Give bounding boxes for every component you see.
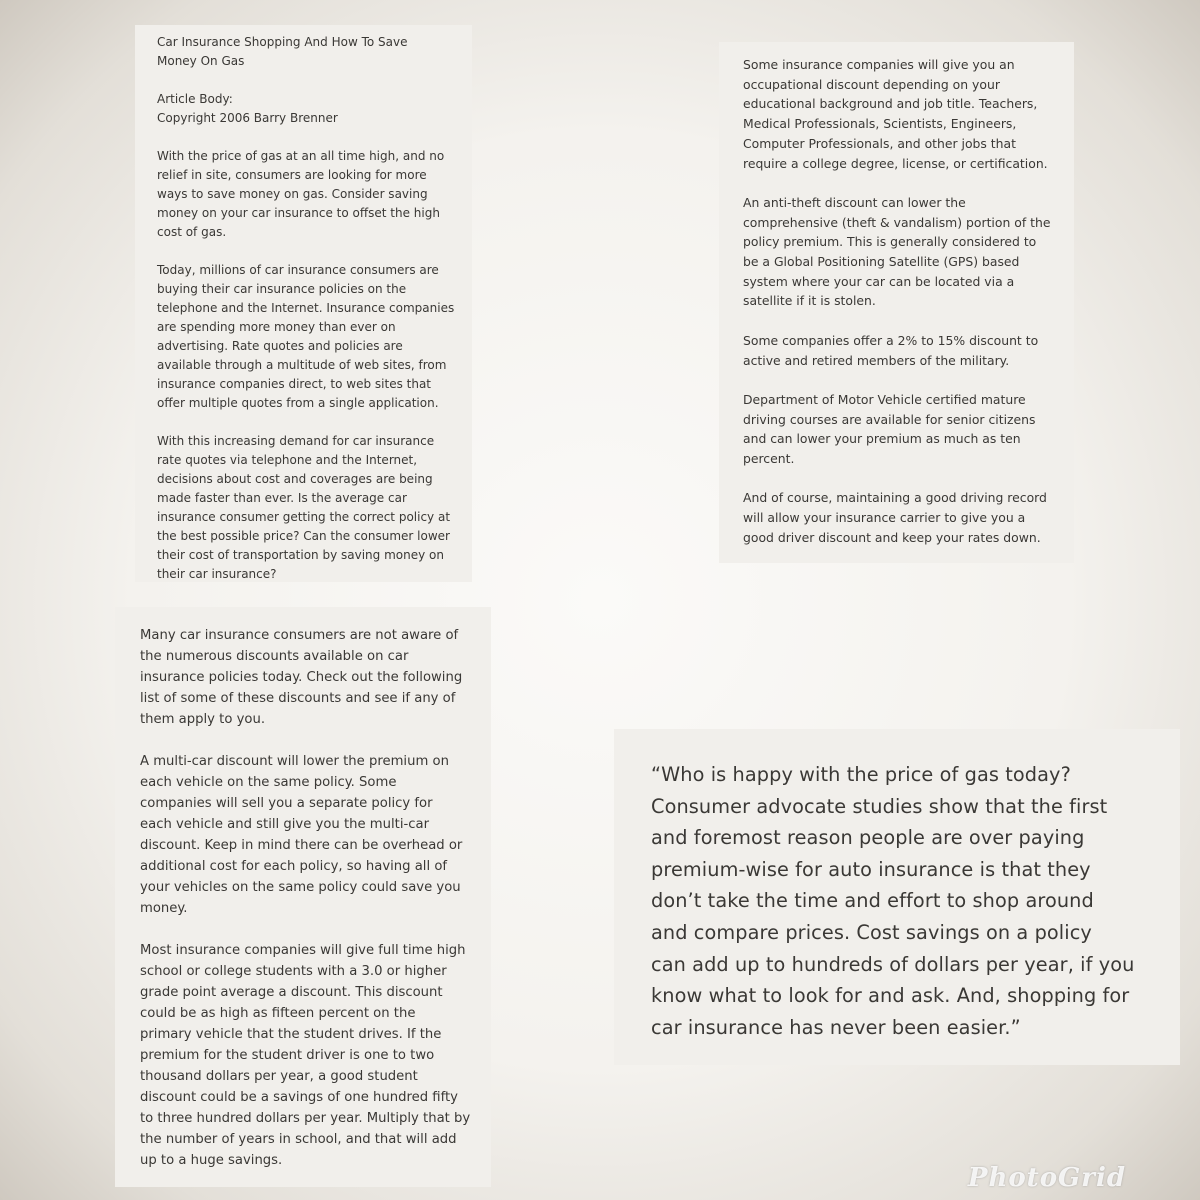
military-discount-paragraph: Some companies offer a 2% to 15% discount to active and retired members of the military. (743, 332, 1039, 368)
discounts-right-card (719, 42, 1074, 563)
pull-quote: “Who is happy with the price of gas today? Consumer advocate studies show that the first and foremost reason people are over paying premium-wise for auto insurance is that they don’t take the time and effort to shop around and compare prices. Cost savings on a policy can add up to hundreds of dollars per year, if you know what to look for and ask. And, shopping for car insurance has never been easier.” (651, 763, 1135, 1039)
article-title (157, 33, 472, 71)
discounts-left-card (115, 607, 491, 1187)
student-discount-paragraph: Most insurance companies will give full time high school or college students with a 3.0 or higher grade point average a discount. This discount could be as high as fifteen percent on the primary vehicle that the student drives. If the premium for the student driver is one to two thousand dollars per year, a good student discount could be a savings of one hundred fifty to three hundred dollars per year. Multiply that by the number of years in school, and that will add up to a huge savings. (140, 943, 471, 1168)
article-intro-card (135, 25, 472, 582)
intro-paragraph-1: With the price of gas at an all time high, and no relief in site, consumers are looking for more ways to save money on gas. Consider saving money on your car insurance to offset the high cost of gas. (157, 149, 445, 239)
multi-car-discount-paragraph: A multi-car discount will lower the premium on each vehicle on the same policy. Some companies will sell you a separate policy for each vehicle and still give you the multi-car discount. Keep in mind there can be overhead or additional cost for each policy, so having all of your vehicles on the same policy could save you money. (140, 754, 463, 916)
intro-paragraph-3: With this increasing demand for car insurance rate quotes via telephone and the Internet, decisions about cost and coverages are being made faster than ever. Is the average car insurance consumer getting the correct policy at the best possible price? Can the consumer lower their cost of transportation by saving money on their car insurance? (157, 434, 451, 581)
photogrid-watermark: PhotoGrid (967, 1163, 1126, 1193)
article-title-line-1: Car Insurance Shopping And How To Save (157, 35, 408, 49)
article-copyright: Copyright 2006 Barry Brenner (157, 111, 338, 125)
article-title-line-2: Money On Gas (157, 54, 245, 68)
mature-driver-discount-paragraph: Department of Motor Vehicle certified mature driving courses are available for senior citizens and can lower your premium as much as ten percent. (743, 391, 1036, 467)
quote-card (614, 729, 1180, 1065)
occupational-discount-paragraph: Some insurance companies will give you an occupational discount depending on your educational background and job title. Teachers, Medical Professionals, Scientists, Engineers, Computer Professionals, and other jobs that require a college degree, license, or certification. (743, 57, 1048, 171)
article-meta (157, 90, 472, 128)
good-driver-discount-paragraph: And of course, maintaining a good driving record will allow your insurance carrier to give you a good driver discount and keep your rates down. (743, 490, 1047, 545)
intro-paragraph-2: Today, millions of car insurance consumers are buying their car insurance policies on the telephone and the Internet. Insurance companies are spending more money than ever on advertising. Rate quotes and policies are available through a multitude of web sites, from insurance companies direct, to web sites that offer multiple quotes from a single application. (157, 263, 455, 410)
article-body-label: Article Body: (157, 92, 233, 106)
discounts-intro-paragraph: Many car insurance consumers are not aware of the numerous discounts available on car insurance policies today. Check out the following list of some of these discounts and see if any of them apply to you. (140, 628, 463, 727)
anti-theft-discount-paragraph: An anti-theft discount can lower the comprehensive (theft & vandalism) portion of the policy premium. This is generally considered to be a Global Positioning Satellite (GPS) based system where your car can be located via a satellite if it is stolen. (743, 194, 1051, 309)
